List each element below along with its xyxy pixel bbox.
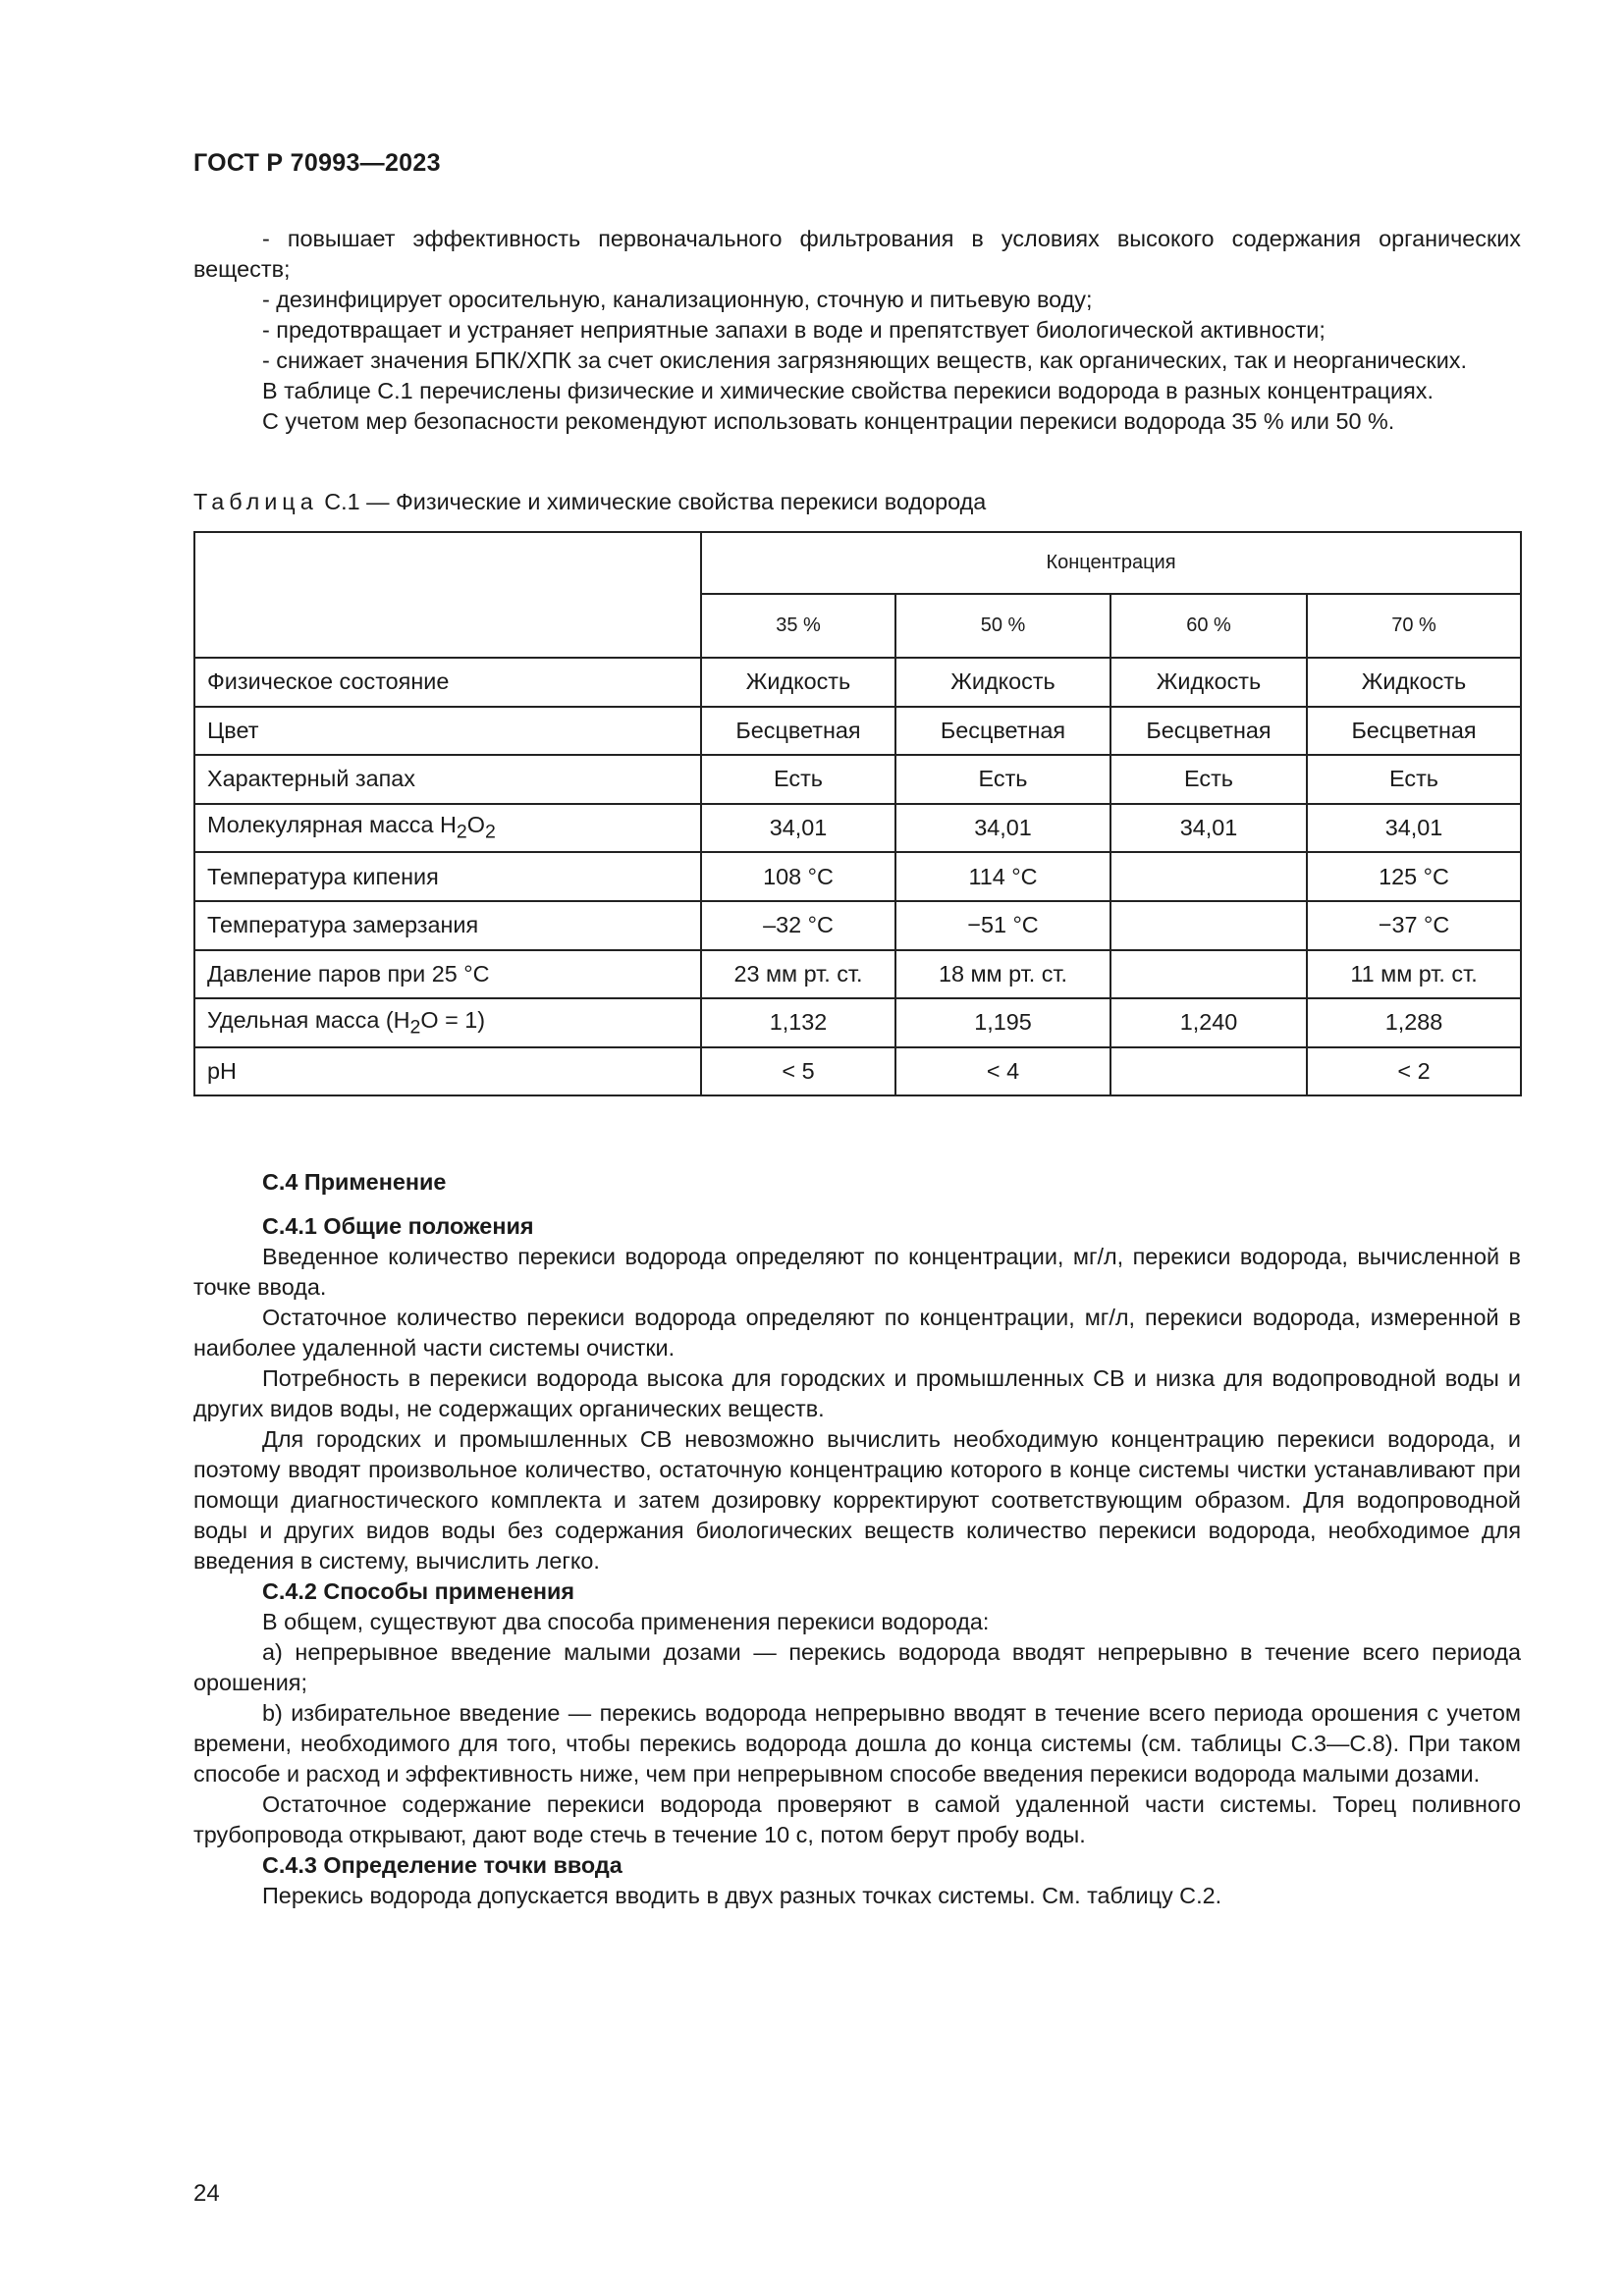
table-row: [194, 852, 1521, 901]
subscript: 2: [409, 1016, 421, 1039]
subscript: 2: [456, 821, 467, 843]
table-cell: Бесцветная: [1307, 707, 1521, 756]
table-cell: –32 °С: [701, 901, 895, 950]
table-cell: 1,195: [895, 998, 1110, 1047]
table-cell: Жидкость: [1307, 658, 1521, 707]
table-cell: Есть: [895, 755, 1110, 804]
table-caption-text: С.1 — Физические и химические свойства перекиси водорода: [324, 489, 987, 514]
row-label: Температура замерзания: [194, 901, 701, 950]
table-cell: Есть: [1307, 755, 1521, 804]
table-cell: Бесцветная: [701, 707, 895, 756]
table-cell: [1110, 852, 1307, 901]
paragraph: Остаточное количество перекиси водорода определяют по концентрации, мг/л, перекиси водорода, измеренной в наиболее удаленной части системы очистки.: [193, 1305, 1521, 1361]
table-row: [194, 901, 1521, 950]
table-cell: 125 °С: [1307, 852, 1521, 901]
row-label: [194, 998, 701, 1047]
table-cell: 18 мм рт. ст.: [895, 950, 1110, 999]
table-cell: 34,01: [895, 804, 1110, 853]
table-corner-cell: [194, 532, 701, 658]
table-cell: 114 °С: [895, 852, 1110, 901]
table-caption-word: Таблица: [193, 489, 318, 514]
paragraph: Для городских и промышленных СВ невозможно вычислить необходимую концентрацию перекиси водорода, и поэтому вводят произвольное количество, остаточную концентрацию которого в конце системы чистки устанавливают при помощи диагностического комплекта и затем дозировку корректируют соответствующим образом. Для водопроводной воды и других видов воды без содержания биологических веществ количество перекиси водорода, необходимое для введения в систему, вычислить легко.: [193, 1426, 1521, 1574]
table-cell: 1,240: [1110, 998, 1307, 1047]
bullet-item: - предотвращает и устраняет неприятные запахи в воде и препятствует биологической активности;: [262, 317, 1326, 343]
table-cell: Жидкость: [701, 658, 895, 707]
paragraph: В таблице С.1 перечислены физические и химические свойства перекиси водорода в разных концентрациях.: [262, 378, 1434, 403]
list-item: a) непрерывное введение малыми дозами — перекись водорода вводят непрерывно в течение всего периода орошения;: [193, 1639, 1521, 1695]
table-cell: 23 мм рт. ст.: [701, 950, 895, 999]
table-cell: −51 °С: [895, 901, 1110, 950]
row-label-main: Молекулярная масса H: [207, 812, 457, 838]
row-label: pH: [194, 1047, 701, 1096]
table-cell: [1110, 1047, 1307, 1096]
table-cell: 11 мм рт. ст.: [1307, 950, 1521, 999]
table-cell: < 2: [1307, 1047, 1521, 1096]
subscript: 2: [484, 821, 496, 843]
table-row: [194, 658, 1521, 707]
paragraph: Введенное количество перекиси водорода определяют по концентрации, мг/л, перекиси водорода, вычисленной в точке ввода.: [193, 1244, 1521, 1300]
table-cell: −37 °С: [1307, 901, 1521, 950]
page-number: 24: [193, 2180, 220, 2207]
table-header-row: [194, 532, 1521, 594]
table-row: [194, 707, 1521, 756]
table-row: [194, 1047, 1521, 1096]
row-label: Характерный запах: [194, 755, 701, 804]
paragraph: С учетом мер безопасности рекомендуют использовать концентрации перекиси водорода 35 % или 50 %.: [262, 408, 1395, 434]
table-cell: [1110, 950, 1307, 999]
paragraph: Перекись водорода допускается вводить в двух разных точках системы. См. таблицу С.2.: [262, 1883, 1222, 1908]
table-cell: 1,132: [701, 998, 895, 1047]
concentration-header: Концентрация: [701, 532, 1521, 594]
properties-table: [193, 531, 1522, 1096]
paragraph: Потребность в перекиси водорода высока для городских и промышленных СВ и низка для водопроводной воды и других видов воды, не содержащих органических веществ.: [193, 1365, 1521, 1421]
table-cell: Есть: [1110, 755, 1307, 804]
subsection-heading: С.4.3 Определение точки ввода: [262, 1852, 623, 1878]
list-item: b) избирательное введение — перекись водорода непрерывно вводят в течение всего периода орошения с учетом времени, необходимого для того, чтобы перекись водорода дошла до конца системы (см. таблицы С.3—С.8). При таком способе и расход и эффективность ниже, чем при непрерывном способе введения перекиси водорода малыми дозами.: [193, 1700, 1521, 1787]
row-label-main: Удельная масса (H: [207, 1006, 410, 1033]
table-cell: 34,01: [1307, 804, 1521, 853]
table-cell: 34,01: [701, 804, 895, 853]
subsection-heading: С.4.2 Способы применения: [262, 1578, 575, 1604]
column-header: 50 %: [895, 594, 1110, 658]
paragraph: В общем, существуют два способа применения перекиси водорода:: [262, 1609, 990, 1634]
table-cell: 108 °С: [701, 852, 895, 901]
table-row: [194, 755, 1521, 804]
table-cell: 1,288: [1307, 998, 1521, 1047]
row-label-mid: O: [466, 812, 485, 838]
bullet-item: - повышает эффективность первоначального фильтрования в условиях высокого содержания органических веществ;: [193, 226, 1521, 282]
table-cell: < 5: [701, 1047, 895, 1096]
table-caption: [193, 489, 986, 515]
table-cell: < 4: [895, 1047, 1110, 1096]
paragraph: Остаточное содержание перекиси водорода проверяют в самой удаленной части системы. Торец поливного трубопровода открывают, дают воде стечь в течение 10 с, потом берут пробу воды.: [193, 1791, 1521, 1847]
section-heading: С.4 Применение: [262, 1169, 447, 1195]
bullet-item: - снижает значения БПК/ХПК за счет окисления загрязняющих веществ, как органических, так и неорганических.: [262, 347, 1467, 373]
table-cell: Бесцветная: [895, 707, 1110, 756]
row-label-tail: O = 1): [420, 1006, 486, 1033]
standard-code: ГОСТ Р 70993—2023: [193, 149, 441, 177]
column-header: 60 %: [1110, 594, 1307, 658]
table-row: [194, 998, 1521, 1047]
row-label: Температура кипения: [194, 852, 701, 901]
row-label: [194, 804, 701, 853]
table-row: [194, 804, 1521, 853]
table-cell: Бесцветная: [1110, 707, 1307, 756]
column-header: 35 %: [701, 594, 895, 658]
table-cell: Есть: [701, 755, 895, 804]
intro-block: [193, 224, 1521, 437]
row-label: Давление паров при 25 °С: [194, 950, 701, 999]
row-label: Цвет: [194, 707, 701, 756]
table-cell: Жидкость: [1110, 658, 1307, 707]
row-label: Физическое состояние: [194, 658, 701, 707]
table-cell: [1110, 901, 1307, 950]
bullet-item: - дезинфицирует оросительную, канализационную, сточную и питьевую воду;: [262, 287, 1093, 312]
table-cell: Жидкость: [895, 658, 1110, 707]
column-header: 70 %: [1307, 594, 1521, 658]
table-cell: 34,01: [1110, 804, 1307, 853]
table-row: [194, 950, 1521, 999]
subsection-heading: С.4.1 Общие положения: [262, 1213, 534, 1239]
section-c4: [193, 1167, 1521, 1911]
